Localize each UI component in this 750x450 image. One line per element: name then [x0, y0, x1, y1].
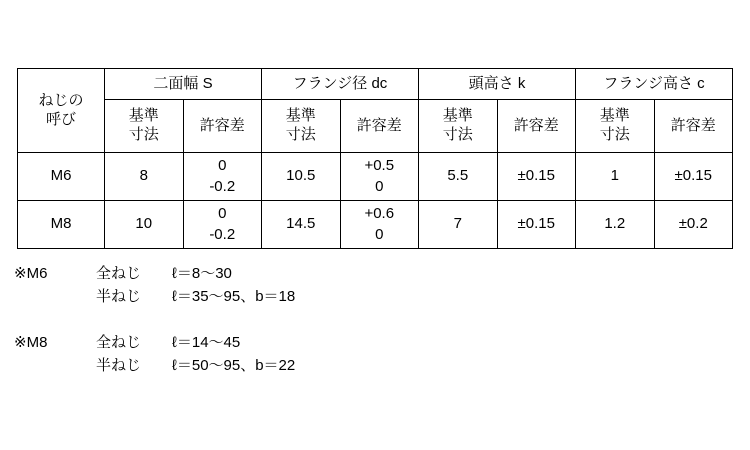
note-lines — [96, 331, 295, 378]
specification-table — [17, 68, 733, 249]
cell-dc-tolerance: +0.5 0 — [340, 153, 419, 201]
note-value: ℓ＝8〜30 — [172, 265, 232, 282]
note-value: ℓ＝50〜95、b＝22 — [172, 356, 296, 374]
note-line — [96, 354, 295, 377]
cell-s-tolerance: 0 -0.2 — [183, 153, 262, 201]
sub-header-dc-tolerance: 許容差 — [340, 100, 419, 153]
cell-dc-base: 10.5 — [262, 153, 341, 201]
table-row — [18, 201, 733, 249]
cell-k-base: 5.5 — [419, 153, 498, 201]
note-label: ※M8 — [14, 333, 48, 351]
note-value: ℓ＝14〜45 — [172, 333, 241, 351]
table-body — [18, 153, 733, 249]
note-line — [96, 262, 295, 285]
sub-header-dc-base: 基準 寸法 — [262, 100, 341, 153]
screw-designation-header: ねじの 呼び — [18, 69, 105, 153]
note-label: ※M6 — [14, 265, 48, 282]
group-header-row — [18, 69, 733, 100]
cell-s-base: 10 — [105, 201, 184, 249]
cell-screw-name: M8 — [18, 201, 105, 249]
table-head — [18, 69, 733, 153]
sub-header-row — [18, 100, 733, 153]
note-lines — [96, 262, 295, 309]
cell-c-tolerance: ±0.15 — [654, 153, 733, 201]
cell-dc-tolerance: +0.6 0 — [340, 201, 419, 249]
note-line — [96, 331, 295, 354]
note-kind: 半ねじ — [96, 356, 142, 374]
cell-s-tolerance: 0 -0.2 — [183, 201, 262, 249]
cell-k-tolerance: ±0.15 — [497, 153, 576, 201]
cell-k-base: 7 — [419, 201, 498, 249]
table-row — [18, 153, 733, 201]
sub-header-s-tolerance: 許容差 — [183, 100, 262, 153]
note-block-m8 — [14, 331, 295, 378]
note-kind: 全ねじ — [96, 265, 142, 282]
note-value: ℓ＝35〜95、b＝18 — [172, 288, 296, 306]
cell-k-tolerance: ±0.15 — [497, 201, 576, 249]
note-kind: 全ねじ — [96, 333, 142, 351]
group-header-flange-diameter: フランジ径 dc — [262, 69, 419, 100]
note-block-m6 — [14, 262, 295, 309]
sub-header-c-base: 基準 寸法 — [576, 100, 655, 153]
group-header-flange-height: フランジ高さ c — [576, 69, 733, 100]
cell-c-base: 1.2 — [576, 201, 655, 249]
sub-header-k-tolerance: 許容差 — [497, 100, 576, 153]
note-kind: 半ねじ — [96, 288, 142, 306]
cell-c-tolerance: ±0.2 — [654, 201, 733, 249]
group-header-width-across-flats: 二面幅 S — [105, 69, 262, 100]
cell-c-base: 1 — [576, 153, 655, 201]
notes-section — [14, 262, 295, 399]
cell-s-base: 8 — [105, 153, 184, 201]
sub-header-c-tolerance: 許容差 — [654, 100, 733, 153]
cell-screw-name: M6 — [18, 153, 105, 201]
sub-header-k-base: 基準 寸法 — [419, 100, 498, 153]
note-line — [96, 285, 295, 308]
group-header-head-height: 頭高さ k — [419, 69, 576, 100]
cell-dc-base: 14.5 — [262, 201, 341, 249]
sub-header-s-base: 基準 寸法 — [105, 100, 184, 153]
